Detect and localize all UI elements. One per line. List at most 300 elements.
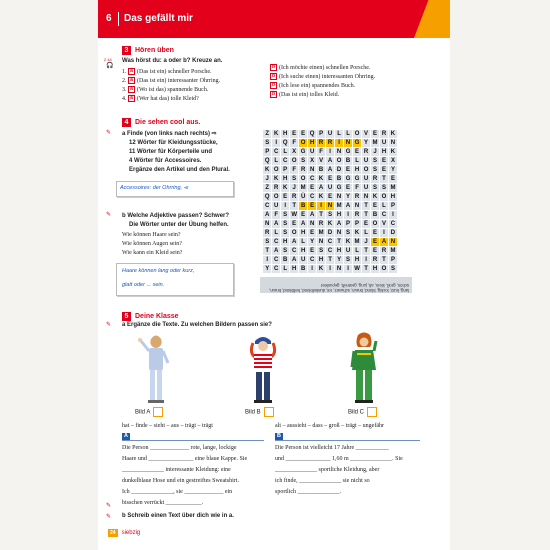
grid-letter[interactable]: I (362, 256, 370, 264)
grid-letter[interactable]: O (291, 157, 297, 164)
grid-letter[interactable]: I (326, 148, 334, 156)
grid-letter[interactable]: E (371, 229, 379, 237)
grid-letter[interactable]: V (380, 220, 388, 228)
grid-letter[interactable]: N (326, 202, 334, 210)
section-4-number: 4 (122, 118, 131, 127)
grid-letter[interactable]: A (317, 184, 325, 192)
grid-letter[interactable]: L (272, 157, 280, 165)
grid-letter[interactable]: W (291, 211, 297, 218)
grid-letter[interactable]: B (281, 256, 289, 264)
grid-letter[interactable]: C (308, 256, 316, 264)
grid-letter[interactable]: L (281, 148, 289, 156)
grid-letter[interactable]: R (380, 247, 388, 255)
grid-letter[interactable]: Q (264, 157, 270, 164)
grid-letter[interactable]: E (389, 175, 397, 183)
grid-letter[interactable]: R (362, 148, 370, 156)
grid-letter[interactable]: M (300, 184, 306, 191)
grid-letter[interactable]: N (389, 139, 397, 147)
grid-letter[interactable]: A (272, 220, 280, 228)
grid-letter[interactable]: N (353, 202, 361, 210)
s3-item-2: 2. a (Das ist ein) interessanter Ohrring. (122, 77, 221, 84)
grid-letter[interactable]: A (344, 202, 352, 210)
chapter-title: Das gefällt mir (124, 13, 193, 24)
grid-letter[interactable]: E (371, 130, 379, 138)
grid-letter[interactable]: L (344, 130, 352, 138)
grid-letter[interactable]: I (380, 229, 388, 237)
grid-letter[interactable]: A (326, 166, 334, 174)
grid-letter[interactable]: I (389, 211, 397, 219)
person-b-illustration (243, 333, 283, 408)
grid-letter[interactable]: C (281, 157, 289, 165)
grid-letter[interactable]: J (371, 148, 379, 156)
page-footer (108, 529, 140, 537)
grid-letter[interactable]: R (290, 193, 298, 201)
grid-letter[interactable]: C (326, 247, 334, 255)
grid-letter[interactable]: U (362, 157, 370, 165)
grid-letter[interactable]: M (336, 202, 342, 209)
grid-letter[interactable]: P (263, 148, 271, 156)
grid-letter[interactable]: S (281, 229, 289, 237)
grid-letter[interactable]: A (263, 211, 271, 219)
grid-letter[interactable]: T (362, 211, 370, 219)
grid-letter[interactable]: M (318, 229, 324, 236)
grid-letter[interactable]: H (299, 229, 307, 237)
grid-letter[interactable]: U (299, 256, 307, 264)
text-b-line-3: ______________ sportliche Kleidung, aber (275, 467, 380, 473)
checkbox-1a[interactable]: a (128, 68, 135, 75)
grid-letter[interactable]: W (354, 265, 360, 272)
grid-letter[interactable]: T (380, 256, 388, 264)
grid-letter[interactable]: R (326, 139, 334, 147)
s4a-line-3: 11 Wörter für Körperteile und (129, 149, 213, 155)
grid-letter[interactable]: B (371, 211, 379, 219)
grid-letter[interactable]: B (317, 166, 325, 174)
grid-letter[interactable]: R (317, 139, 325, 147)
grid-letter[interactable]: N (362, 193, 370, 201)
grid-letter[interactable]: A (299, 220, 307, 228)
grid-letter[interactable]: E (299, 211, 307, 219)
grid-letter[interactable]: T (362, 265, 370, 273)
grid-letter[interactable]: G (345, 148, 351, 155)
grid-letter[interactable]: U (326, 130, 334, 138)
grid-letter[interactable]: S (344, 229, 352, 237)
grid-letter[interactable]: T (290, 202, 298, 210)
grid-letter[interactable]: K (272, 175, 280, 183)
checkbox-4a[interactable]: a (128, 95, 135, 102)
grid-letter[interactable]: F (272, 211, 280, 219)
grid-letter[interactable]: Q (309, 131, 315, 137)
grid-letter[interactable]: E (362, 220, 370, 228)
text-b-tag: B (275, 433, 283, 440)
grid-letter[interactable]: S (290, 175, 298, 183)
grid-letter[interactable]: T (317, 211, 325, 219)
grid-letter[interactable]: S (317, 247, 325, 255)
grid-letter[interactable]: B (335, 175, 343, 183)
grid-letter[interactable]: H (317, 256, 325, 264)
section-3-header (122, 46, 174, 55)
grid-letter[interactable]: P (389, 256, 397, 264)
grid-letter[interactable]: B (299, 202, 307, 210)
grid-letter[interactable]: D (389, 229, 397, 237)
grid-letter[interactable]: S (281, 247, 289, 255)
grid-letter[interactable]: A (380, 238, 388, 246)
grid-letter[interactable]: Y (362, 139, 370, 147)
grid-letter[interactable]: K (371, 193, 379, 201)
section-5-number: 5 (122, 312, 131, 321)
grid-letter[interactable]: Z (263, 184, 271, 192)
grid-letter[interactable]: Ü (299, 193, 307, 201)
grid-letter[interactable]: I (263, 256, 271, 264)
grid-letter[interactable]: H (281, 175, 289, 183)
checkbox-4b[interactable]: b (271, 91, 276, 98)
grid-letter[interactable]: X (308, 157, 316, 165)
grid-letter[interactable]: L (353, 247, 361, 255)
grid-letter[interactable]: I (326, 265, 334, 273)
grid-letter[interactable]: N (308, 220, 316, 228)
s4a-instruction: a Finde (von links nach rechts) ⇨ (122, 131, 217, 137)
grid-letter[interactable]: U (272, 202, 280, 210)
text-a-tag: A (122, 433, 130, 440)
s3-item-4: 4. a (Wer hat das) tolle Kleid? (122, 95, 199, 102)
s4a-line-5: Ergänze den Artikel und den Plural. (129, 167, 230, 173)
grid-letter[interactable]: O (300, 175, 306, 182)
grid-letter[interactable]: F (290, 139, 298, 147)
grid-letter[interactable]: H (353, 256, 361, 264)
grid-letter[interactable]: N (389, 238, 397, 246)
grid-letter[interactable]: G (300, 148, 306, 155)
grid-letter[interactable]: D (335, 166, 343, 174)
question-hair: Wie können Haare sein? (122, 232, 181, 238)
grid-letter[interactable]: C (272, 256, 280, 264)
grid-letter[interactable]: C (263, 202, 271, 210)
grid-letter[interactable]: J (362, 238, 370, 246)
grid-letter[interactable]: E (344, 166, 352, 174)
grid-letter[interactable]: C (308, 175, 316, 183)
grid-letter[interactable]: E (299, 130, 307, 138)
grid-letter[interactable]: K (317, 193, 325, 201)
grid-letter[interactable]: S (380, 184, 388, 192)
grid-letter[interactable]: N (317, 238, 325, 246)
grid-letter[interactable]: S (326, 211, 334, 219)
grid-letter[interactable]: S (263, 139, 271, 147)
grid-letter[interactable]: N (263, 220, 271, 228)
grid-letter[interactable]: L (380, 202, 388, 210)
grid-letter[interactable]: G (345, 175, 351, 182)
section-5-title: Deine Klasse (135, 313, 179, 320)
grid-letter[interactable]: E (371, 202, 379, 210)
grid-letter[interactable]: R (272, 184, 280, 192)
s4b-instruction: b Welche Adjektive passen? Schwer? (122, 213, 230, 219)
grid-letter[interactable]: K (281, 184, 289, 192)
grid-letter[interactable]: A (272, 247, 280, 255)
section-5-header (122, 312, 179, 321)
grid-letter[interactable]: C (380, 211, 388, 219)
grid-letter[interactable]: O (354, 131, 360, 137)
grid-letter[interactable]: M (372, 139, 378, 146)
grid-letter[interactable]: S (389, 265, 397, 273)
text-a-line-1: Die Person _____________ rote, lange, lockige (122, 445, 237, 451)
grid-letter[interactable]: N (344, 139, 352, 147)
checkbox-2a[interactable]: a (128, 77, 135, 84)
grid-letter[interactable]: E (308, 229, 316, 237)
headphones-icon: 🎧 (106, 63, 114, 69)
grid-letter[interactable]: E (326, 175, 334, 183)
grid-letter[interactable]: U (326, 184, 334, 192)
grid-letter[interactable]: L (353, 157, 361, 165)
grid-letter[interactable]: A (335, 220, 343, 228)
grid-letter[interactable]: H (281, 130, 289, 138)
text-a-line-4: dunkelblaue Hose und ein gestreiftes Sweatshirt. (122, 478, 239, 484)
grid-letter[interactable]: C (308, 193, 316, 201)
grid-letter[interactable]: L (335, 130, 343, 138)
question-dress: Wie kann ein Kleid sein? (122, 250, 183, 256)
workbook-page (98, 0, 450, 550)
grid-letter[interactable]: S (281, 220, 289, 228)
grid-letter[interactable]: C (272, 238, 280, 246)
grid-letter[interactable]: S (299, 157, 307, 165)
grid-letter[interactable]: G (354, 175, 360, 182)
chapter-number: 6 (106, 13, 112, 24)
grid-letter[interactable]: O (273, 193, 279, 200)
grid-letter[interactable]: I (335, 139, 343, 147)
grid-letter[interactable]: N (335, 193, 343, 201)
checkbox-2b[interactable]: b (271, 73, 276, 80)
grid-letter[interactable]: R (353, 193, 361, 201)
grid-letter[interactable]: O (300, 139, 306, 146)
grid-letter[interactable]: E (281, 193, 289, 201)
grid-letter[interactable]: M (390, 184, 396, 191)
grid-letter[interactable]: H (290, 265, 298, 273)
grid-letter[interactable]: L (299, 238, 307, 246)
grid-letter[interactable]: K (317, 175, 325, 183)
grid-letter[interactable]: E (371, 238, 379, 246)
grid-letter[interactable]: K (263, 166, 271, 174)
grid-letter[interactable]: F (353, 184, 361, 192)
grid-letter[interactable]: K (353, 229, 361, 237)
grid-letter[interactable]: S (263, 238, 271, 246)
grid-letter[interactable]: R (371, 256, 379, 264)
grid-letter[interactable]: L (362, 229, 370, 237)
s3-option-4b: b (Das ist ein) tolles Kleid. (271, 91, 340, 98)
text-a-rule (122, 440, 264, 441)
grid-letter[interactable]: U (344, 247, 352, 255)
grid-letter[interactable]: F (317, 148, 325, 156)
pencil-icon-b: ✎ (106, 212, 112, 218)
grid-letter[interactable]: Y (263, 265, 271, 273)
grid-letter[interactable]: C (326, 238, 334, 246)
grid-letter[interactable]: T (362, 202, 370, 210)
handwritten-haare-2: glatt oder ... sein. (122, 282, 165, 288)
grid-letter[interactable]: A (290, 238, 298, 246)
grid-letter[interactable]: R (380, 130, 388, 138)
s3-item-1: 1. a (Das ist ein) schneller Porsche. (122, 68, 212, 75)
grid-letter[interactable]: L (281, 265, 289, 273)
grid-letter[interactable]: Y (308, 238, 316, 246)
grid-letter[interactable]: T (326, 256, 334, 264)
grid-letter[interactable]: K (389, 148, 397, 156)
page-header (98, 0, 450, 38)
grid-letter[interactable]: H (335, 247, 343, 255)
grid-letter[interactable]: C (290, 247, 298, 255)
grid-letter[interactable]: T (335, 238, 343, 246)
grid-letter[interactable]: E (290, 130, 298, 138)
grid-letter[interactable]: S (371, 166, 379, 174)
grid-letter[interactable]: A (290, 256, 298, 264)
grid-letter[interactable]: N (335, 229, 343, 237)
grid-letter[interactable]: O (336, 157, 342, 164)
grid-letter[interactable]: K (344, 238, 352, 246)
grid-letter[interactable]: N (335, 148, 343, 156)
grid-letter[interactable]: O (381, 193, 387, 200)
grid-letter[interactable]: T (362, 247, 370, 255)
grid-letter[interactable]: E (308, 184, 316, 192)
grid-letter[interactable]: H (353, 166, 361, 174)
grid-letter[interactable]: E (371, 247, 379, 255)
grid-letter[interactable]: L (272, 229, 280, 237)
grid-letter[interactable]: P (353, 220, 361, 228)
grid-letter[interactable]: P (281, 166, 289, 174)
grid-letter[interactable]: O (381, 265, 387, 272)
grid-letter[interactable]: O (363, 166, 369, 173)
grid-letter[interactable]: U (308, 148, 316, 156)
grid-letter[interactable]: V (317, 157, 325, 165)
grid-letter[interactable]: P (389, 202, 397, 210)
grid-letter[interactable]: I (344, 265, 352, 273)
grid-letter[interactable]: E (308, 202, 316, 210)
grid-letter[interactable]: R (299, 166, 307, 174)
handwritten-accessoires: Accessoires: der Ohrring, -e (120, 185, 189, 191)
grid-letter[interactable]: S (371, 184, 379, 192)
grid-letter[interactable]: T (380, 175, 388, 183)
grid-letter[interactable]: Q (282, 139, 288, 146)
grid-letter[interactable]: H (389, 193, 397, 201)
grid-letter[interactable]: J (263, 175, 271, 183)
grid-letter[interactable]: U (362, 175, 370, 183)
handwritten-haare-1: Haare können lang oder kurz, (122, 268, 195, 274)
checkbox-3b[interactable]: b (271, 82, 276, 89)
text-a-line-6: bisschen verrückt ____________. (122, 500, 204, 506)
grid-letter[interactable]: G (336, 184, 342, 191)
grid-letter[interactable]: N (308, 166, 316, 174)
grid-letter[interactable]: X (389, 157, 397, 165)
grid-letter[interactable]: E (326, 193, 334, 201)
grid-letter[interactable]: J (290, 184, 298, 192)
audio-track: 2 44 (104, 57, 112, 62)
bild-a-checkbox[interactable] (153, 407, 163, 417)
grid-letter[interactable]: Y (389, 166, 397, 174)
grid-letter[interactable]: H (308, 139, 316, 147)
pencil-icon-5b-2: ✎ (106, 514, 112, 520)
grid-letter[interactable]: Z (263, 130, 271, 138)
grid-letter[interactable]: H (281, 238, 289, 246)
grid-letter[interactable]: E (380, 157, 388, 165)
grid-letter[interactable]: Y (335, 256, 343, 264)
grid-letter[interactable]: H (371, 265, 379, 273)
grid-letter[interactable]: R (353, 211, 361, 219)
grid-letter[interactable]: Y (344, 193, 352, 201)
grid-letter[interactable]: C (272, 265, 280, 273)
section-4-header (122, 118, 200, 127)
pencil-icon-5b-1: ✎ (106, 503, 112, 509)
grid-letter[interactable]: H (299, 247, 307, 255)
grid-letter[interactable]: E (380, 166, 388, 174)
grid-letter[interactable]: B (344, 157, 352, 165)
grid-letter[interactable]: G (354, 139, 360, 146)
grid-letter[interactable]: V (362, 130, 370, 138)
s3-option-2b: b (Ich suche einen) interessanten Ohrring. (271, 73, 376, 80)
grid-letter[interactable]: X (290, 148, 298, 156)
grid-letter[interactable]: E (344, 184, 352, 192)
grid-letter[interactable]: U (362, 184, 370, 192)
grid-letter[interactable]: B (299, 265, 307, 273)
grid-letter[interactable]: K (326, 220, 334, 228)
question-eyes: Wie können Augen sein? (122, 241, 182, 247)
section-3-title: Hören üben (135, 47, 174, 54)
grid-letter[interactable]: K (389, 130, 397, 138)
word-search-grid (263, 130, 397, 273)
grid-letter[interactable]: E (353, 148, 361, 156)
checkbox-1b[interactable]: b (271, 64, 276, 71)
grid-letter[interactable]: I (344, 211, 352, 219)
grid-letter[interactable]: O (273, 166, 279, 173)
grid-letter[interactable]: A (326, 157, 334, 165)
grid-letter[interactable]: I (272, 139, 280, 147)
grid-letter[interactable]: P (344, 220, 352, 228)
grid-letter[interactable]: E (290, 220, 298, 228)
grid-letter[interactable]: S (344, 256, 352, 264)
text-b-line-5: sportlich ______________. (275, 489, 341, 495)
grid-letter[interactable]: I (317, 202, 325, 210)
word-bank-a: hat – finde – sieht – aus – trägt – trägt (122, 423, 213, 429)
grid-letter[interactable]: F (290, 166, 298, 174)
grid-letter[interactable]: O (372, 220, 378, 227)
grid-letter[interactable]: Q (264, 193, 270, 200)
grid-letter[interactable]: E (308, 247, 316, 255)
grid-letter[interactable]: I (308, 265, 316, 273)
bild-c-checkbox[interactable] (367, 407, 377, 417)
grid-letter[interactable]: H (380, 148, 388, 156)
header-separator (118, 12, 119, 26)
grid-letter[interactable]: I (281, 202, 289, 210)
grid-letter[interactable]: R (371, 175, 379, 183)
grid-letter[interactable]: C (272, 148, 280, 156)
grid-letter[interactable]: O (291, 229, 297, 236)
s4b-line-2: Die Wörter unter der Übung helfen. (129, 222, 229, 228)
grid-letter[interactable]: T (263, 247, 271, 255)
text-b-rule (275, 440, 420, 441)
grid-letter[interactable]: M (354, 238, 360, 245)
grid-letter[interactable]: A (308, 211, 316, 219)
grid-letter[interactable]: R (263, 229, 271, 237)
grid-letter[interactable]: U (380, 139, 388, 147)
grid-letter[interactable]: K (317, 265, 325, 273)
grid-letter[interactable]: D (326, 229, 334, 237)
grid-letter[interactable]: H (335, 211, 343, 219)
grid-letter[interactable]: S (371, 157, 379, 165)
grid-letter[interactable]: K (272, 130, 280, 138)
grid-letter[interactable]: R (317, 220, 325, 228)
pencil-icon: ✎ (106, 130, 112, 136)
grid-letter[interactable]: M (390, 247, 396, 254)
bild-b-checkbox[interactable] (264, 407, 274, 417)
grid-letter[interactable]: P (317, 130, 325, 138)
checkbox-3a[interactable]: a (128, 86, 135, 93)
grid-letter[interactable]: S (281, 211, 289, 219)
grid-letter[interactable]: N (335, 265, 343, 273)
grid-letter[interactable]: C (389, 220, 397, 228)
person-a-illustration (136, 333, 176, 408)
pencil-icon-5a: ✎ (106, 322, 112, 328)
